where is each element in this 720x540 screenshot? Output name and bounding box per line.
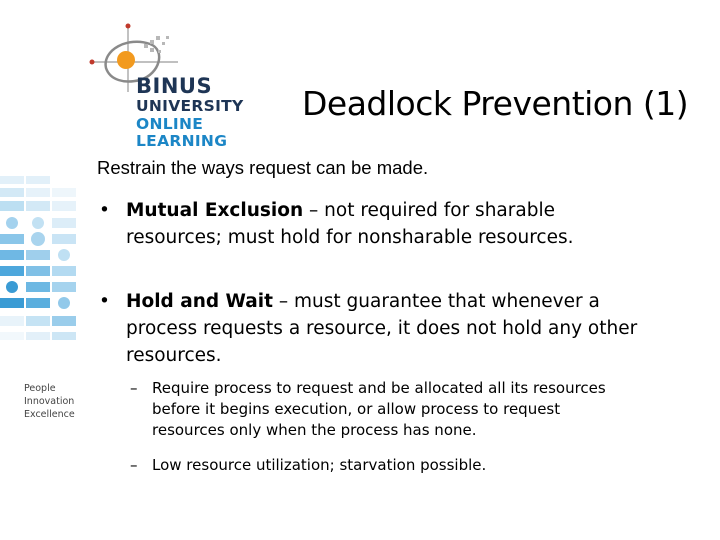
slide-title: Deadlock Prevention (1) <box>302 84 689 123</box>
tagline-people: People <box>24 383 56 394</box>
logo-online: ONLINE <box>136 114 204 133</box>
logo-wordmark <box>136 76 244 150</box>
sub-bullet-dash: – <box>130 456 138 474</box>
bullet-dot: • <box>99 291 110 312</box>
bullet-text: – must guarantee that whenever a process requests a resource, it does not hold any other resources. <box>126 291 638 366</box>
intro-text: Restrain the ways request can be made. <box>97 157 429 178</box>
bullet-hold-and-wait <box>99 288 639 369</box>
logo-learning: LEARNING <box>136 132 228 150</box>
tagline-excellence: Excellence <box>24 409 75 420</box>
bullet-term: Mutual Exclusion <box>126 200 304 221</box>
sub-bullet-low-utilization <box>130 455 630 476</box>
logo-university: UNIVERSITY <box>136 97 244 115</box>
logo-binus: BINUS <box>136 74 213 98</box>
tagline-innovation: Innovation <box>24 396 75 407</box>
sub-bullet-dash: – <box>130 379 138 397</box>
bullet-term: Hold and Wait <box>126 291 273 312</box>
decorative-pattern-strip <box>0 168 82 368</box>
bullet-dot: • <box>99 200 110 221</box>
bullet-mutual-exclusion <box>99 197 639 251</box>
bullet-text: – not required for sharable resources; must hold for nonsharable resources. <box>126 200 574 248</box>
sub-bullet-text: Low resource utilization; starvation possible. <box>152 456 487 474</box>
sub-bullet-require-allocation <box>130 378 630 441</box>
sub-bullet-text: Require process to request and be allocated all its resources before it begins execution, or allow process to request resources only when the process has none. <box>152 379 606 439</box>
tagline <box>24 382 75 421</box>
